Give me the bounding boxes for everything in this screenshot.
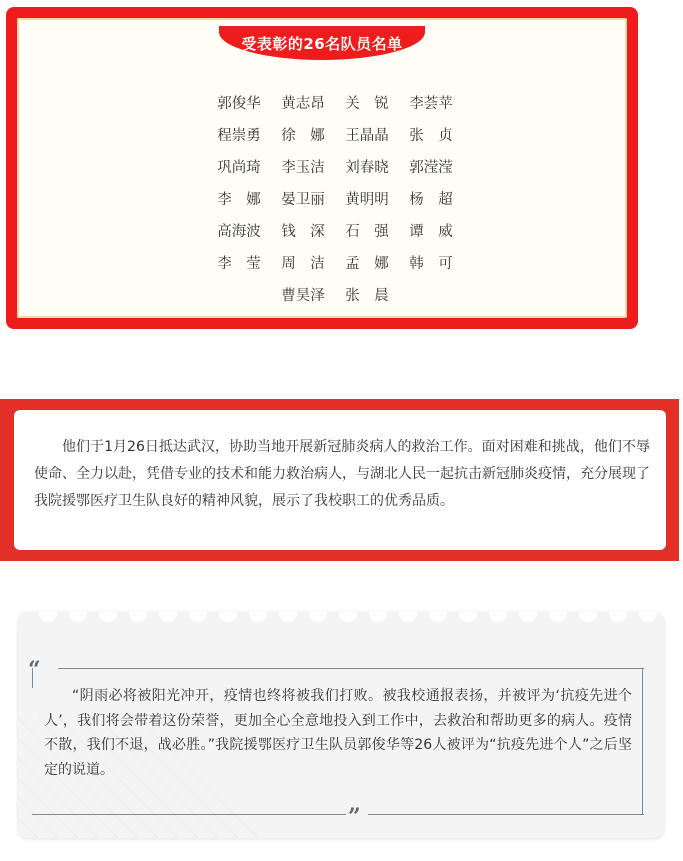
member-name: 高海波 [217,223,261,240]
names-row [207,182,463,214]
member-name: 杨 超 [409,191,453,208]
description-paragraph: 他们于1月26日抵达武汉，协助当地开展新冠肺炎病人的救治工作。面对困难和挑战，他们不辱使命、全力以赴，凭借专业的技术和能力救治病人，与湖北人民一起抗击新冠肺炎疫情，充分展现了我院援鄂医疗卫生队良好的精神风貌，展示了我校职工的优秀品质。 [34,439,650,509]
description-inner [14,410,666,550]
member-name: 李 娜 [217,191,261,208]
member-name: 郭俊华 [217,95,261,112]
member-name: 李玉洁 [281,159,325,176]
names-row [207,118,463,150]
names-row [207,278,463,310]
close-quote-icon: ” [348,804,361,830]
member-name: 刘春晓 [345,159,389,176]
member-name: 徐 娜 [281,127,325,144]
member-name: 曹昊泽 [281,287,325,304]
names-row [207,214,463,246]
member-name: 谭 威 [409,223,453,240]
quote-frame-bottom-left [32,814,346,815]
member-name: 关 锐 [345,95,389,112]
honoree-list-card [6,7,638,329]
member-name: 石 强 [345,223,389,240]
member-name: 程崇勇 [217,127,261,144]
names-row [207,86,463,118]
honoree-list-title: 受表彰的26名队员名单 [219,26,425,60]
names-row [207,150,463,182]
member-name: 张 贞 [409,127,453,144]
member-name: 李荟苹 [409,95,453,112]
scalloped-edge-decoration [18,612,664,627]
member-name: 韩 可 [409,255,453,272]
open-quote-icon: “ [28,657,41,683]
description-card [0,399,679,561]
honoree-list-inner [17,18,627,318]
member-name: 周 洁 [281,255,325,272]
member-name: 张 晨 [345,287,389,304]
quote-paragraph: “阴雨必将被阳光冲开，疫情也终将被我们打败。被我校通报表扬，并被评为‘抗疫先进个人’，我们将会带着这份荣誉，更加全心全意地投入到工作中，去救治和帮助更多的病人。疫情不散，我们不退，战必胜。”我院援鄂医疗卫生队员郭俊华等26人被评为“抗疫先进个人”之后坚定的说道。 [44,688,632,778]
quote-card [18,612,664,838]
member-name: 巩尚琦 [217,159,261,176]
member-name: 黄明明 [345,191,389,208]
member-name: 王晶晶 [345,127,389,144]
names-row [207,246,463,278]
member-name: 郭滢滢 [409,159,453,176]
member-name: 钱 深 [281,223,325,240]
member-name: 黄志昂 [281,95,325,112]
quote-frame-bottom-right [368,814,644,815]
member-name: 孟 娜 [345,255,389,272]
member-name: 李 莹 [217,255,261,272]
member-name: 晏卫丽 [281,191,325,208]
honoree-names-grid [207,86,463,310]
